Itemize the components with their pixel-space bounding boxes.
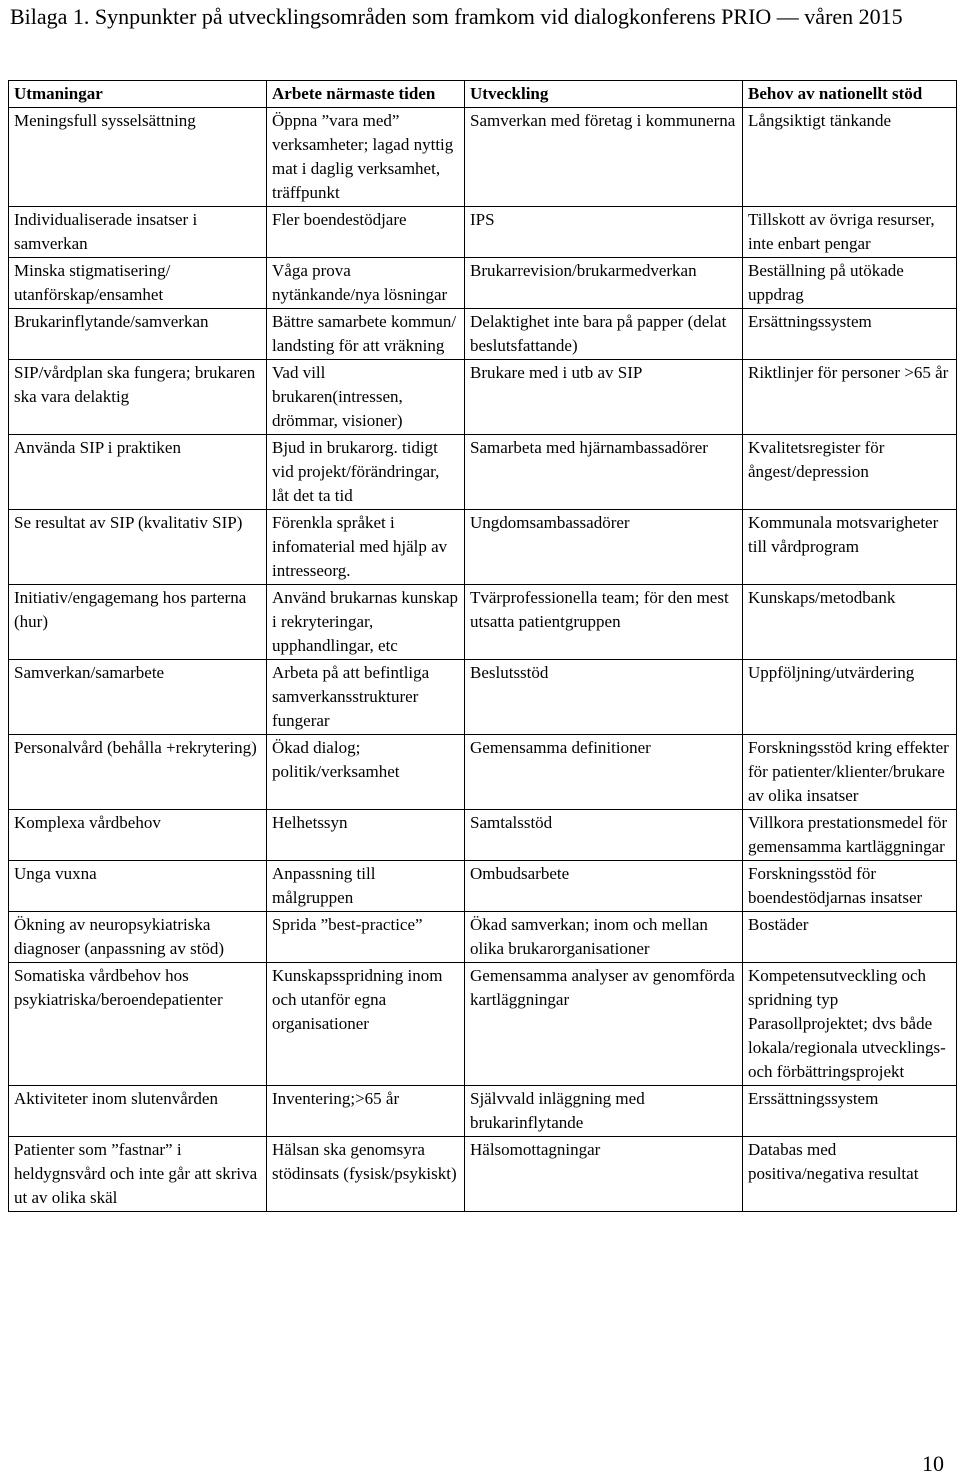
utmaning-cell: Brukarinflytande/samverkan [9, 309, 267, 360]
table-row [9, 510, 957, 585]
behov-cell: Uppföljning/utvärdering [743, 660, 957, 735]
arbete-cell: Inventering;>65 år [267, 1086, 465, 1137]
utmaning-cell: Komplexa vårdbehov [9, 810, 267, 861]
utveckling-cell: Tvärprofessionella team; för den mest utsatta patientgruppen [465, 585, 743, 660]
arbete-cell: Hälsan ska genomsyra stödinsats (fysisk/psykiskt) [267, 1137, 465, 1212]
header-row [9, 81, 957, 108]
table-row [9, 108, 957, 207]
arbete-cell: Sprida ”best-practice” [267, 912, 465, 963]
table-row [9, 810, 957, 861]
table-row [9, 360, 957, 435]
table-row [9, 585, 957, 660]
table-row [9, 207, 957, 258]
utveckling-cell: Samtalsstöd [465, 810, 743, 861]
document-title: Bilaga 1. Synpunkter på utvecklingsområden som framkom vid dialogkonferens PRIO — våren 2015 [10, 4, 903, 29]
table-row [9, 861, 957, 912]
behov-cell: Beställning på utökade uppdrag [743, 258, 957, 309]
behov-cell: Forskningsstöd kring effekter för patienter/klienter/brukare av olika insatser [743, 735, 957, 810]
utmaning-cell: Ökning av neuropsykiatriska diagnoser (anpassning av stöd) [9, 912, 267, 963]
behov-cell: Forskningsstöd för boendestödjarnas insatser [743, 861, 957, 912]
utveckling-cell: Gemensamma analyser av genomförda kartläggningar [465, 963, 743, 1086]
behov-cell: Kvalitetsregister för ångest/depression [743, 435, 957, 510]
utveckling-cell: Brukarrevision/brukarmedverkan [465, 258, 743, 309]
behov-cell: Villkora prestationsmedel för gemensamma kartläggningar [743, 810, 957, 861]
utveckling-cell: Beslutsstöd [465, 660, 743, 735]
arbete-cell: Helhetssyn [267, 810, 465, 861]
utmaning-cell: Somatiska vårdbehov hos psykiatriska/beroendepatienter [9, 963, 267, 1086]
behov-cell: Bostäder [743, 912, 957, 963]
utveckling-cell: Delaktighet inte bara på papper (delat beslutsfattande) [465, 309, 743, 360]
utveckling-cell: Samverkan med företag i kommunerna [465, 108, 743, 207]
table-row [9, 735, 957, 810]
table-row [9, 309, 957, 360]
utveckling-cell: Brukare med i utb av SIP [465, 360, 743, 435]
arbete-cell: Öppna ”vara med” verksamheter; lagad nyttig mat i daglig verksamhet, träffpunkt [267, 108, 465, 207]
table-row [9, 1137, 957, 1212]
page-number: 10 [922, 1451, 944, 1476]
utveckling-cell: Ökad samverkan; inom och mellan olika brukarorganisationer [465, 912, 743, 963]
utveckling-cell: Gemensamma definitioner [465, 735, 743, 810]
utmaning-cell: Initiativ/engagemang hos parterna (hur) [9, 585, 267, 660]
behov-cell: Långsiktigt tänkande [743, 108, 957, 207]
arbete-cell: Ökad dialog; politik/verksamhet [267, 735, 465, 810]
arbete-cell: Bjud in brukarorg. tidigt vid projekt/förändringar, låt det ta tid [267, 435, 465, 510]
utveckling-cell: Ombudsarbete [465, 861, 743, 912]
arbete-cell: Förenkla språket i infomaterial med hjälp av intresseorg. [267, 510, 465, 585]
header-utveckling: Utveckling [465, 81, 743, 108]
table-row [9, 1086, 957, 1137]
arbete-cell: Använd brukarnas kunskap i rekryteringar, upphandlingar, etc [267, 585, 465, 660]
arbete-cell: Våga prova nytänkande/nya lösningar [267, 258, 465, 309]
table-row [9, 660, 957, 735]
utmaning-cell: Individualiserade insatser i samverkan [9, 207, 267, 258]
utmaning-cell: Meningsfull sysselsättning [9, 108, 267, 207]
utmaning-cell: Aktiviteter inom slutenvården [9, 1086, 267, 1137]
utveckling-cell: Ungdomsambassadörer [465, 510, 743, 585]
utmaning-cell: Personalvård (behålla +rekrytering) [9, 735, 267, 810]
utveckling-cell: Hälsomottagningar [465, 1137, 743, 1212]
utveckling-cell: Samarbeta med hjärnambassadörer [465, 435, 743, 510]
table-row [9, 435, 957, 510]
table-row [9, 963, 957, 1086]
synpunkter-table [8, 80, 957, 1212]
behov-cell: Kommunala motsvarigheter till vårdprogram [743, 510, 957, 585]
utmaning-cell: Minska stigmatisering/ utanförskap/ensamhet [9, 258, 267, 309]
utmaning-cell: Använda SIP i praktiken [9, 435, 267, 510]
arbete-cell: Vad vill brukaren(intressen, drömmar, visioner) [267, 360, 465, 435]
utveckling-cell: IPS [465, 207, 743, 258]
table-body [9, 108, 957, 1212]
behov-cell: Tillskott av övriga resurser, inte enbart pengar [743, 207, 957, 258]
arbete-cell: Fler boendestödjare [267, 207, 465, 258]
behov-cell: Kunskaps/metodbank [743, 585, 957, 660]
utmaning-cell: Se resultat av SIP (kvalitativ SIP) [9, 510, 267, 585]
behov-cell: Riktlinjer för personer >65 år [743, 360, 957, 435]
table-row [9, 258, 957, 309]
utmaning-cell: Unga vuxna [9, 861, 267, 912]
header-behov-nationellt-stod: Behov av nationellt stöd [743, 81, 957, 108]
arbete-cell: Anpassning till målgruppen [267, 861, 465, 912]
behov-cell: Databas med positiva/negativa resultat [743, 1137, 957, 1212]
behov-cell: Erssättningssystem [743, 1086, 957, 1137]
table-header [9, 81, 957, 108]
header-arbete-narmaste-tiden: Arbete närmaste tiden [267, 81, 465, 108]
utmaning-cell: Samverkan/samarbete [9, 660, 267, 735]
arbete-cell: Kunskapsspridning inom och utanför egna organisationer [267, 963, 465, 1086]
utveckling-cell: Självvald inläggning med brukarinflytande [465, 1086, 743, 1137]
table-row [9, 912, 957, 963]
arbete-cell: Arbeta på att befintliga samverkansstrukturer fungerar [267, 660, 465, 735]
utmaning-cell: Patienter som ”fastnar” i heldygnsvård och inte går att skriva ut av olika skäl [9, 1137, 267, 1212]
utmaning-cell: SIP/vårdplan ska fungera; brukaren ska vara delaktig [9, 360, 267, 435]
header-utmaningar: Utmaningar [9, 81, 267, 108]
behov-cell: Ersättningssystem [743, 309, 957, 360]
arbete-cell: Bättre samarbete kommun/ landsting för att vräkning [267, 309, 465, 360]
behov-cell: Kompetensutveckling och spridning typ Parasollprojektet; dvs både lokala/regionala utvecklings-och förbättringsprojekt [743, 963, 957, 1086]
